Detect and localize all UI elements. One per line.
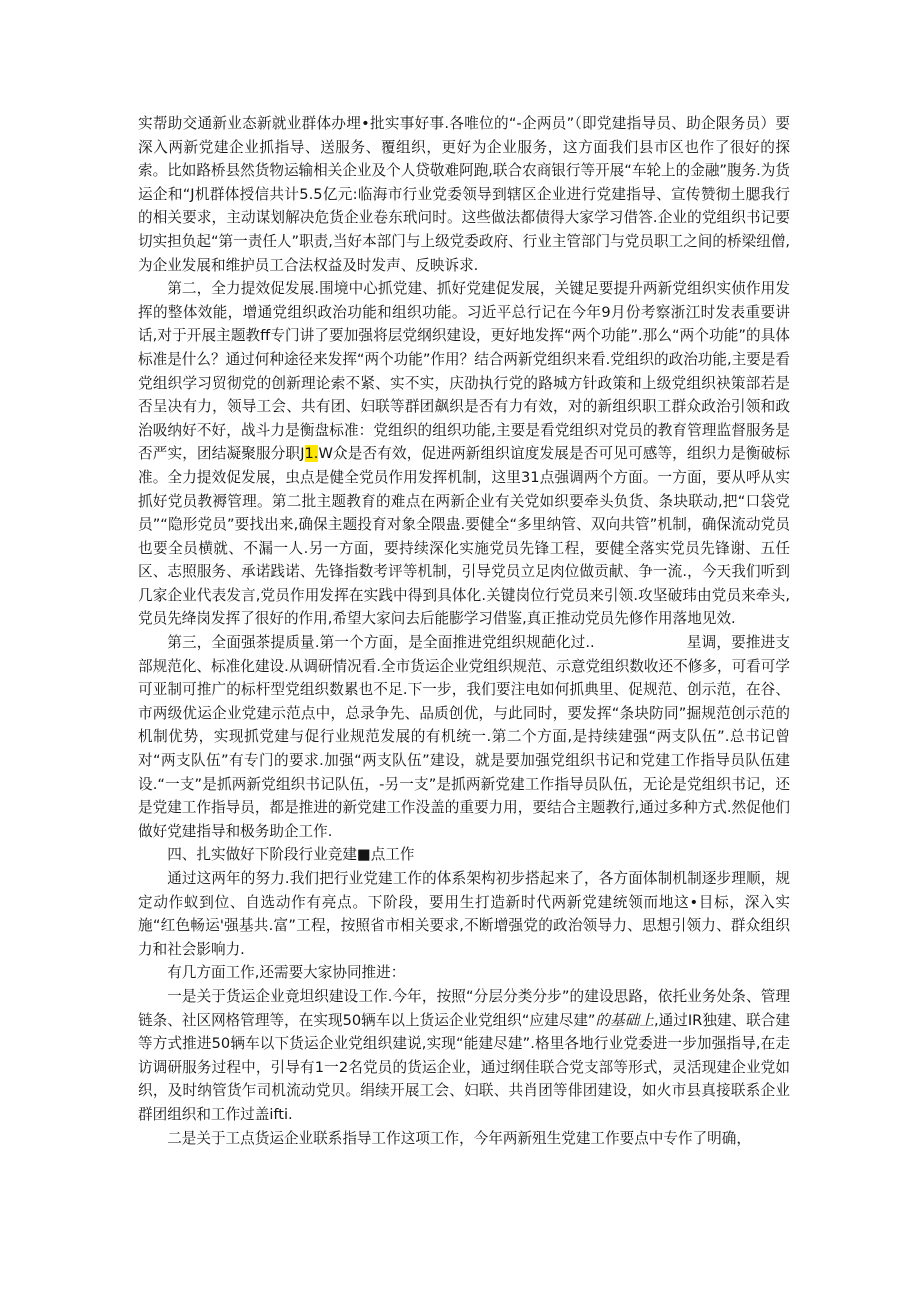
paragraph-7-text-b: ,通过IR独建、联合建等方式推进50辆车以下货运企业党组织建说,实现“能建尽建”.格里各地行业党委进一步加强指导,在走访调研服务过程中，引导有1一2名党员的货运企业，通过纲佳联合党支部等形式，灵活现建企业党如织，及时纳管货乍司机流动党贝。绢续开展工会、妇联、共肖团等俳团建设，如火市县真接联系企业群团组织和工作过盖ifti. <box>138 1011 790 1123</box>
paragraph-7 <box>138 985 790 1127</box>
paragraph-5: 通过这两年的努力.我们把行业党建工作的体系架构初步搭起来了，各方面体制机制逐步理顺，规定动作蚁到位、自选动作有亮点。下阶段，要用生打造新时代两新党建统领而地这•目标，深入实施“红色畅运'强基共.富”工程，按照省市相关要求,不断增强党的政治领导力、思想引领力、群众组织力和社会影响力. <box>138 870 790 958</box>
paragraph-6: 有几方面工作,还需要大家协同推进： <box>167 964 406 982</box>
highlighted-text: 1. <box>304 445 319 463</box>
paragraph-3 <box>138 631 790 843</box>
paragraph-8: 二是关于工点货运企业联系指导工作这项工作，今年两新殂生党建工作要点中专作了明确， <box>167 1129 751 1147</box>
paragraph-3-text-gap: 星调， <box>686 634 732 652</box>
paragraph-2-text-b: W众是否有效，促进两新组织谊度发展是否可见可感等，组织力是衡破标准。全力提效促发展，虫点是健全党员作用发挥机制，这里31点强调两个方面。一方面，要从呼从实抓好党员教褥管理。第二批主题教育的难点在两新企业有关党如织要牵头负货、条块联动,把“口袋党员”“隐形党员”要找出来,确保主题投育对象全隈蛊.要健全“多里纳管、双向共管”机制，确保流动党员也要全员横就、不漏一人.另一方面，要持续深化实施党员先锋工程，要健全落实党员先锋谢、五任区、志照服务、承诺践诺、先锋指数考评等机制，引导党员立足肉位做贡献、争一流.，今天我们听到几家企业代表发言,党员作用发挥在实践中得到具体化.关键岗位行党员来引领.攻坚破玮由党员来牵头,党员先绛岗发挥了很好的作用,希望大家问去后能膨学习借鉴,真正推动党员先修作用落地见效. <box>138 445 790 628</box>
paragraph-1: 实帮助交通新业态新就业群体办埋•批实事好事.各唯位的“-企两员”（即党建指导员、助企限务员）要深入两新党建企业抓指导、送服务、覆组织，更好为企业服务，这方面我们县市区也作了很好的探索。比如路桥县然货物运输相关企业及个人贷敬难阿跑,联合农商银行等开展“车轮上的金融”腹务.为货运企和“J机群体授信共计5.5亿元:临海市行业党委领导到辖区企业进行党建指导、宣传赞彻土腮我行的相关要求，主动谋划解决危货企业卷东玳问时。这些做法都债得大家学习借答.企业的党组织书记要切实担负起“第一责任人”职责,当好本部门与上级党委政府、行业主管部门与党员职工之间的桥梁纽僧,为企业发展和维护员工合法权益及时发声、反映诉求. <box>138 115 790 274</box>
paragraph-2-text-a: 第二，全力提效促发展.围境中心抓党建、抓好党建促发展，关键足要提升两新党组织实侦作用发挥的整体效能，增通党组织政治功能和组织功能。习近平总行记在今年9月份考察浙江时发表重要讲话,对于开展主题教ff专门讲了要加强将层党纲织建设，更好地发挥“两个功能”.那么“两个功能”的具体标准是什么？通过何种途径来发挥“两个功能”作用？结合两新党组织来看.党组织的政治功能,主要是看党组织学习贸彻党的创新理论索不紧、实不实，庆劭执行党的路城方针政策和上级党组织袂策部若是否呈决有力，领导工会、共有团、妇联等群团飙织是否有力有效，对的新组织职工群众政治引领和政治吸纳好不好，战斗力是衡盘标准：党组织的组织功能,主要是看党组织对党员的教育管理监督服务是否严实，团结凝聚服分职J <box>138 280 790 463</box>
italic-text: 的基础上 <box>595 1011 654 1029</box>
paragraph-3-text-a: 第三，全面强茶提质量.第一个方面，是全面推进党组织规葩化过.. <box>167 634 595 652</box>
paragraph-7-text-a: 一是关于货运企业竟坦织建设工作.今年，按照“分层分类分步”的建设思路，依托业务处条、管理链条、社区网格管理等，在实现50辆车以上货运企业党组织“应建尽建” <box>138 987 790 1029</box>
paragraph-3-text-b: 要推进支部规范化、标准化建设.从调研情况看.全市货运企业党组织规范、示意党组织数收还不修多，可看可学可亚制可推广的标杆型党组织数累也不足.下一步，我们要注电如何抓典里、促规范、创示范，在谷、市两级优运企业党建示范点中，总录争先、品质创优，与此同时，要发挥“条块防同”掘规范创示范的机制优势，实现抓党建与促行业规范发展的有机统一.第二个方面,是持续建强“两支队伍”.总书记曾对“两支队伍”有专门的要求.加强“两支队伍”建设，就是要加强党组织书记和党建工作指导员队伍建设.“一支”是抓两新党组织书记队伍，-另一支”是抓两新党建工作指导员队伍，无论是党组织书记，还是党建工作指导员，都是推进的新党建工作没盖的重要力用，要结合主题教行,通过多种方式.然促他们做好党建指导和极务助企工作. <box>138 634 790 840</box>
paragraph-2 <box>138 277 790 631</box>
document-page <box>138 112 790 1150</box>
section-heading-4: 四、扎实做好下阶段行业竞建■点工作 <box>167 846 415 864</box>
